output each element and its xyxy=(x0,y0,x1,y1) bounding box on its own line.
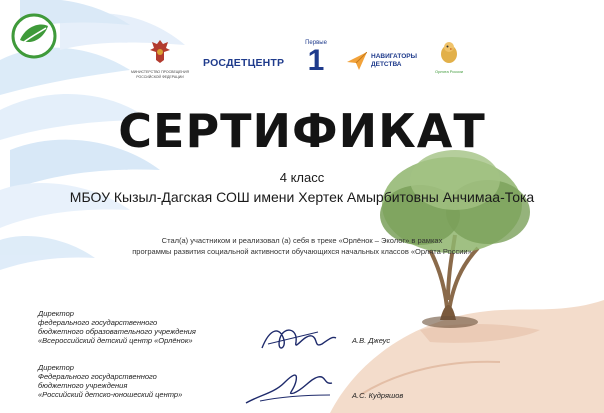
navigatory-line1: НАВИГАТОРЫ xyxy=(371,53,417,60)
ministry-caption: МИНИСТЕРСТВО ПРОСВЕЩЕНИЯ РОССИЙСКОЙ ФЕДЕРАЦИИ xyxy=(131,70,189,79)
orlyata-caption: Орлята России xyxy=(434,69,463,74)
certificate-title: СЕРТИФИКАТ xyxy=(118,104,486,158)
description-line-2: программы развития социальной активности обучающихся начальных классов «Орлята России» xyxy=(132,247,472,256)
eaglet-mascot-icon xyxy=(438,40,460,64)
signatory-1-role-line: бюджетного образовательного учреждения xyxy=(38,327,196,336)
signature-1-scribble xyxy=(258,318,338,358)
ministry-logo xyxy=(130,38,190,90)
navigatory-logo xyxy=(347,50,427,74)
globe-leaf-logo xyxy=(10,12,58,60)
signatory-2-role-line: Директор xyxy=(38,363,74,372)
signatory-1-role-line: «Всероссийский детский центр «Орлёнок» xyxy=(38,336,193,345)
rosdetcenter-logo: РОСДЕТЦЕНТР xyxy=(203,57,285,69)
grade-label: 4 класс xyxy=(279,170,325,185)
school-name: МБОУ Кызыл-Дагская СОШ имени Хертек Амырбитовны Анчимаа-Тока xyxy=(69,189,535,205)
signatory-2-role-line: «Российский детско-юношеский центр» xyxy=(38,390,183,399)
paper-plane-icon xyxy=(347,52,367,70)
navigatory-line2: ДЕТСТВА xyxy=(371,61,402,68)
signatory-1-role-line: федерального государственного xyxy=(38,318,158,327)
pervye-logo xyxy=(301,40,331,84)
signatory-2-name: А.С. Кудряшов xyxy=(352,391,404,400)
description-line-1: Стал(а) участником и реализовал (а) себя в треке «Орлёнок – Эколог» в рамках xyxy=(161,236,443,245)
pervye-label: Первые xyxy=(305,40,327,46)
signatory-2-role-line: Федерального государственного xyxy=(38,372,157,381)
signatory-1-name: А.В. Джеус xyxy=(352,336,391,345)
signatory-2-role xyxy=(38,363,238,399)
signature-2-scribble xyxy=(240,365,340,409)
pervye-number: 1 xyxy=(307,44,325,77)
eagle-emblem-icon xyxy=(148,38,172,64)
orlyata-logo xyxy=(432,40,466,76)
signatory-1-role-line: Директор xyxy=(38,309,74,318)
signatory-1-role xyxy=(38,309,238,345)
signatory-2-role-line: бюджетного учреждения xyxy=(38,381,128,390)
